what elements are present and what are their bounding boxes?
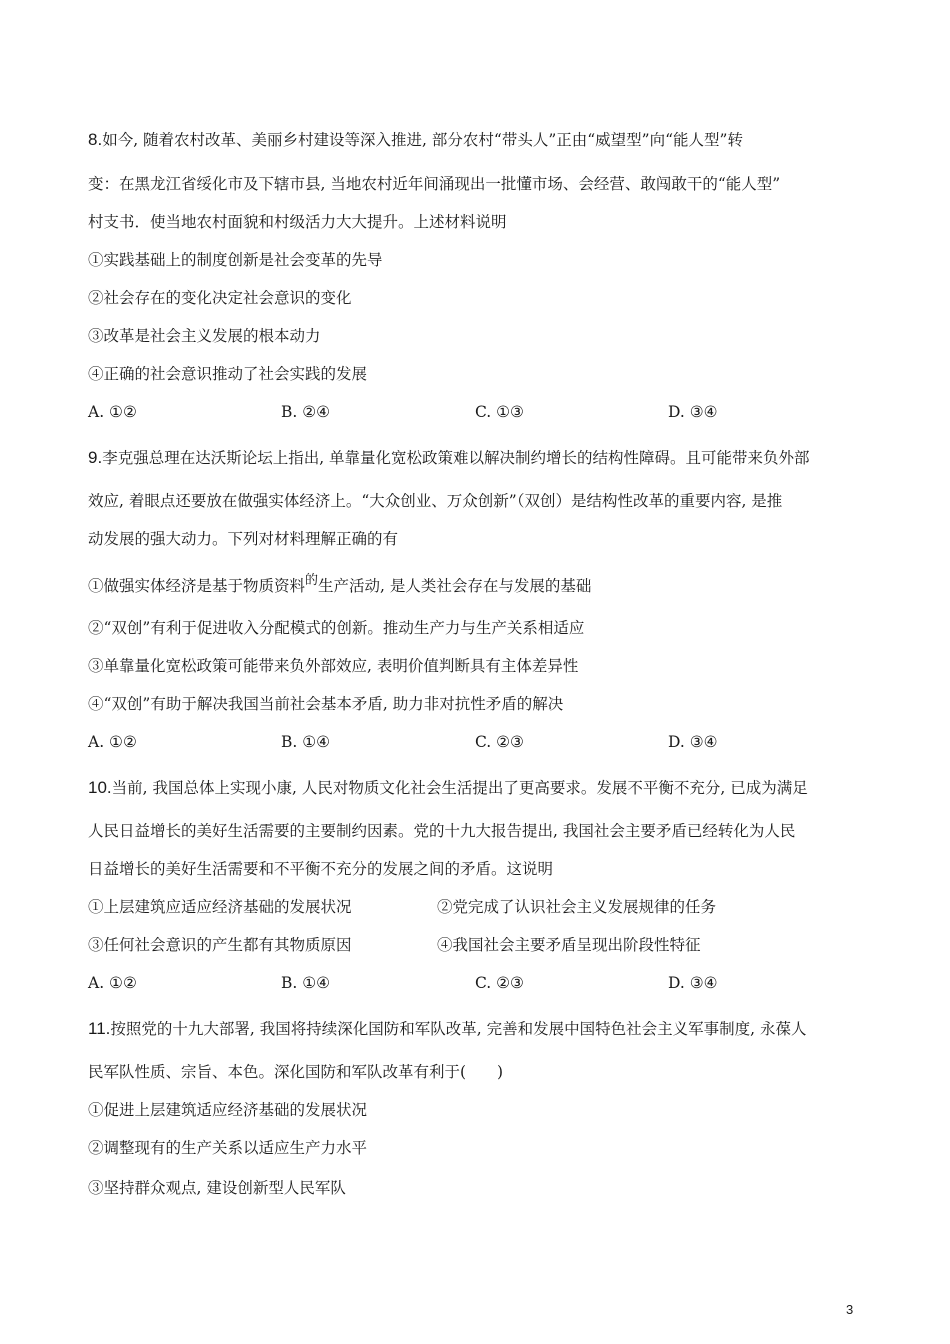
q8-option-b: B. ②④ xyxy=(281,403,331,421)
q9-stem-line-3: 动发展的强大动力。下列对材料理解正确的有 xyxy=(88,530,399,548)
q11-statement-3: ③坚持群众观点, 建设创新型人民军队 xyxy=(88,1179,346,1197)
q8-stem-line-1: 8.如今, 随着农村改革、美丽乡村建设等深入推进, 部分农村“带头人”正由“威望型”向“能人型”转 xyxy=(88,130,743,149)
q10-statement-2: ②党完成了认识社会主义发展规律的任务 xyxy=(437,898,717,916)
q9-option-d: D. ③④ xyxy=(668,733,718,751)
q10-number: 10. xyxy=(88,778,112,797)
q9-statement-4: ④“双创”有助于解决我国当前社会基本矛盾, 助力非对抗性矛盾的解决 xyxy=(88,695,564,713)
q8-option-d: D. ③④ xyxy=(668,403,718,421)
q10-stem-line-3: 日益增长的美好生活需要和不平衡不充分的发展之间的矛盾。这说明 xyxy=(88,860,554,878)
page-number: 3 xyxy=(846,1302,854,1317)
q9-statement-2: ②“双创”有利于促进收入分配模式的创新。推动生产力与生产关系相适应 xyxy=(88,619,585,637)
q8-option-a: A. ①② xyxy=(88,403,137,421)
q11-stem-line-2: 民军队性质、宗旨、本色。深化国防和军队改革有利于( ) xyxy=(88,1063,504,1081)
q10-statement-1: ①上层建筑应适应经济基础的发展状况 xyxy=(88,898,352,916)
q10-statement-4: ④我国社会主要矛盾呈现出阶段性特征 xyxy=(437,936,701,954)
q8-statement-3: ③改革是社会主义发展的根本动力 xyxy=(88,327,321,345)
q9-statement-1: ①做强实体经济是基于物质资料$^的$生产活动, 是人类社会存在与发展的基础 xyxy=(88,573,592,595)
q8-statement-2: ②社会存在的变化决定社会意识的变化 xyxy=(88,289,352,307)
q10-statement-3: ③任何社会意识的产生都有其物质原因 xyxy=(88,936,352,954)
q8-option-c: C. ①③ xyxy=(475,403,524,421)
q11-stem-line-1: 11.按照党的十九大部署, 我国将持续深化国防和军队改革, 完善和发展中国特色社会主义军事制度, 永葆人 xyxy=(88,1019,807,1038)
q9-option-a: A. ①② xyxy=(88,733,137,751)
q11-statement-1: ①促进上层建筑适应经济基础的发展状况 xyxy=(88,1101,368,1119)
q9-option-c: C. ②③ xyxy=(475,733,524,751)
q8-statement-1: ①实践基础上的制度创新是社会变革的先导 xyxy=(88,251,383,269)
q8-stem-line-3: 村支书．使当地农村面貌和村级活力大大提升。上述材料说明 xyxy=(88,213,507,231)
q11-statement-2: ②调整现有的生产关系以适应生产力水平 xyxy=(88,1139,368,1157)
q8-number: 8. xyxy=(88,130,103,149)
q10-option-c: C. ②③ xyxy=(475,974,524,992)
q9-stem-line-2: 效应, 着眼点还要放在做强实体经济上。“大众创业、万众创新”（双创）是结构性改革的重要内容, 是推 xyxy=(88,492,783,510)
q9-stem-line-1: 9.李克强总理在达沃斯论坛上指出, 单靠量化宽松政策难以解决制约增长的结构性障碍。且可能带来负外部 xyxy=(88,448,810,467)
q10-option-b: B. ①④ xyxy=(281,974,331,992)
superscript-char: 的 xyxy=(305,573,319,588)
q9-statement-3: ③单靠量化宽松政策可能带来负外部效应, 表明价值判断具有主体差异性 xyxy=(88,657,579,675)
q8-statement-4: ④正确的社会意识推动了社会实践的发展 xyxy=(88,365,368,383)
q9-number: 9. xyxy=(88,448,103,467)
q8-stem-line-2: 变：在黑龙江省绥化市及下辖市县, 当地农村近年间涌现出一批懂市场、会经营、敢闯敢干的“能人型” xyxy=(88,175,781,193)
q10-stem-line-1: 10.当前, 我国总体上实现小康, 人民对物质文化社会生活提出了更高要求。发展不平衡不充分, 已成为满足 xyxy=(88,778,808,797)
q10-option-a: A. ①② xyxy=(88,974,137,992)
q10-option-d: D. ③④ xyxy=(668,974,718,992)
q9-option-b: B. ①④ xyxy=(281,733,331,751)
q10-stem-line-2: 人民日益增长的美好生活需要的主要制约因素。党的十九大报告提出, 我国社会主要矛盾已经转化为人民 xyxy=(88,822,796,840)
q11-number: 11. xyxy=(88,1019,111,1038)
